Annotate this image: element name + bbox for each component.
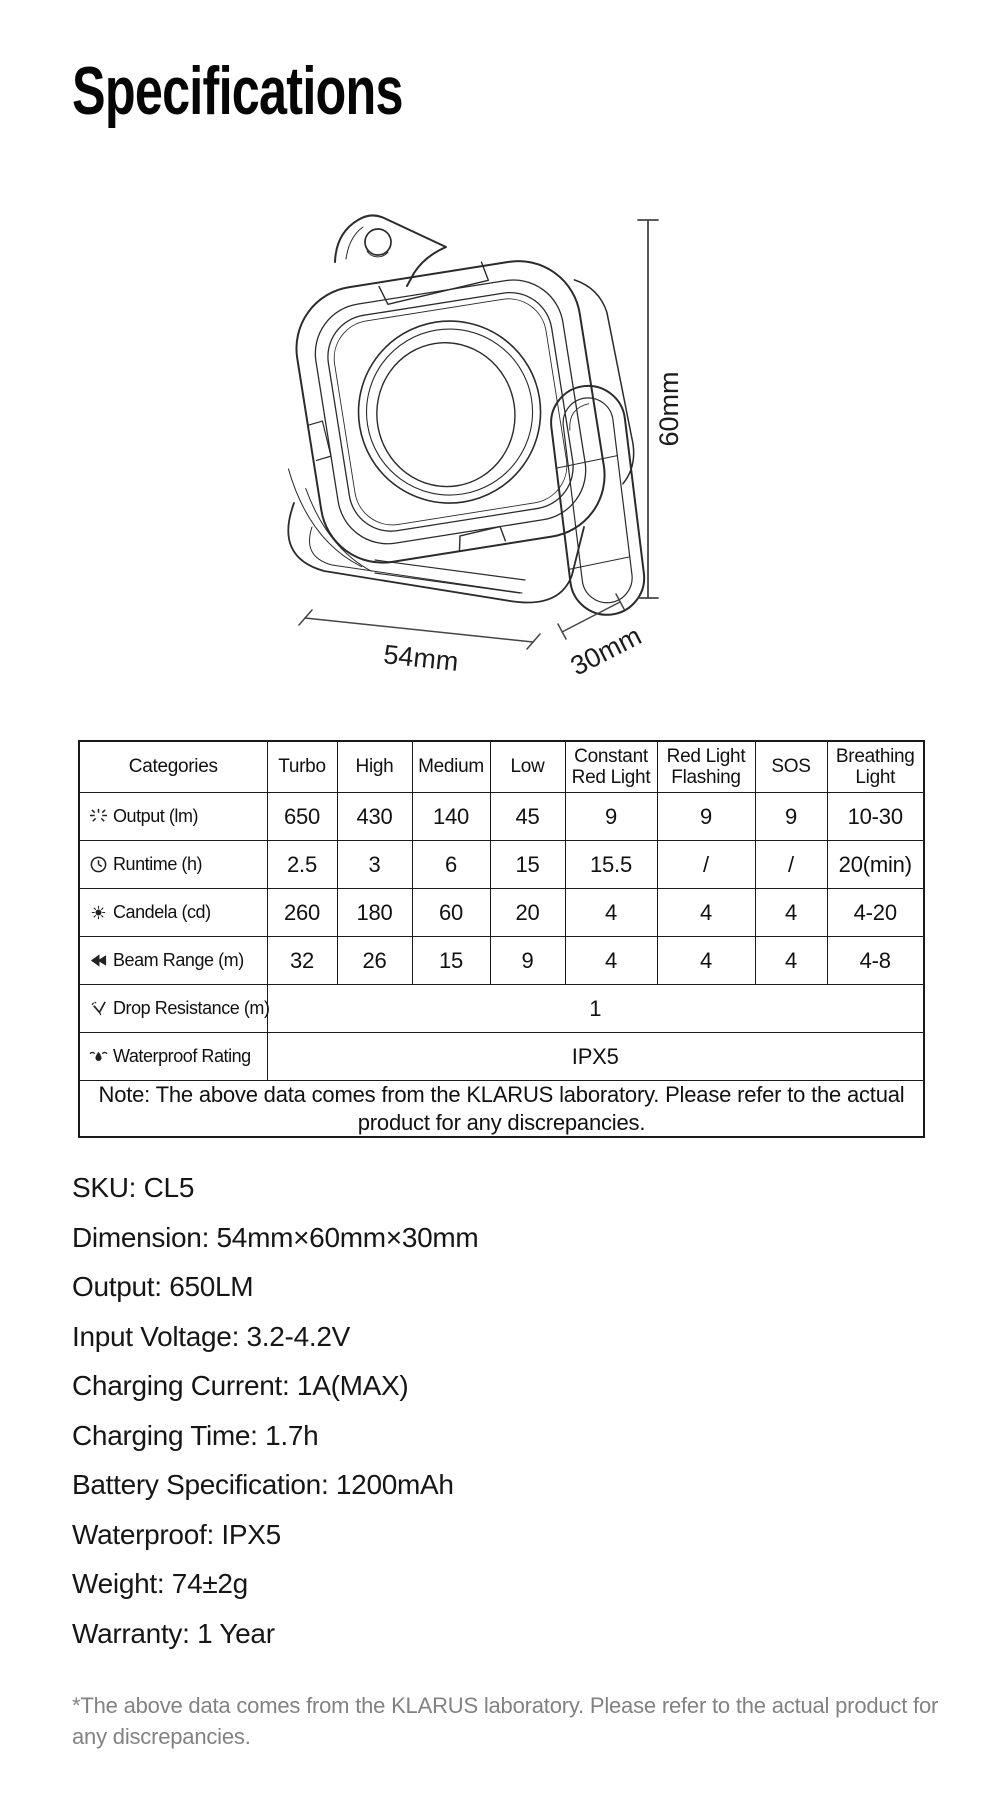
table-cell: 15 <box>490 841 565 889</box>
spec-line-voltage: Input Voltage: 3.2-4.2V <box>72 1320 350 1352</box>
table-cell: 26 <box>337 937 412 985</box>
table-cell: 180 <box>337 889 412 937</box>
row-label: Output (lm) <box>113 806 199 826</box>
page-title: Specifications <box>72 53 403 129</box>
table-cell: 9 <box>565 793 657 841</box>
table-cell: 20 <box>490 889 565 937</box>
column-header: Red Light Flashing <box>657 741 755 793</box>
dim-depth-label: 30mm <box>565 620 647 682</box>
spec-line-weight: Weight: 74±2g <box>72 1568 248 1599</box>
column-header: Medium <box>412 741 490 793</box>
specs-list <box>72 1163 478 1658</box>
table-row <box>79 985 924 1033</box>
row-label: Waterproof Rating <box>113 1046 251 1066</box>
table-cell: 2.5 <box>267 841 337 889</box>
row-label: Candela (cd) <box>113 902 211 922</box>
table-cell: 9 <box>490 937 565 985</box>
spec-line-waterproof: Waterproof: IPX5 <box>72 1518 281 1550</box>
table-cell: 15.5 <box>565 841 657 889</box>
table-row <box>79 937 924 985</box>
table-cell: 650 <box>267 793 337 841</box>
table-cell: 32 <box>267 937 337 985</box>
table-cell: / <box>657 841 755 889</box>
table-cell: 4 <box>657 937 755 985</box>
beam-range-icon <box>89 951 108 970</box>
table-cell: 4 <box>565 937 657 985</box>
table-note-row <box>79 1081 924 1138</box>
waterproof-icon <box>89 1047 108 1066</box>
table-cell: 4 <box>565 889 657 937</box>
table-cell: 3 <box>337 841 412 889</box>
table-note: Note: The above data comes from the KLARUS laboratory. Please refer to the actual product for any discrepancies. <box>79 1081 924 1138</box>
table-cell: 9 <box>657 793 755 841</box>
table-row <box>79 841 924 889</box>
table-cell: IPX5 <box>267 1033 924 1081</box>
row-label: Beam Range (m) <box>113 950 244 970</box>
spec-line-output: Output: 650LM <box>72 1271 254 1302</box>
spec-line-sku: SKU: CL5 <box>72 1172 195 1203</box>
table-cell: 10-30 <box>827 793 924 841</box>
column-header: Constant Red Light <box>565 741 657 793</box>
row-label: Runtime (h) <box>113 854 203 874</box>
table-cell: 4-8 <box>827 937 924 985</box>
footer-disclaimer: *The above data comes from the KLARUS laboratory. Please refer to the actual product for any discrepancies. <box>72 1693 939 1749</box>
spec-line-battery: Battery Specification: 1200mAh <box>72 1469 454 1500</box>
column-header: Low <box>490 741 565 793</box>
spec-line-current: Charging Current: 1A(MAX) <box>72 1370 409 1401</box>
spec-line-dimension: Dimension: 54mm×60mm×30mm <box>72 1221 479 1253</box>
row-label: Drop Resistance (m) <box>113 998 270 1018</box>
runtime-icon <box>89 855 108 874</box>
table-cell: 1 <box>267 985 924 1033</box>
table-cell: 6 <box>412 841 490 889</box>
column-header: SOS <box>755 741 827 793</box>
output-icon <box>89 807 108 826</box>
column-header: Categories <box>79 741 267 793</box>
table-header-row <box>79 741 924 793</box>
table-cell: 4 <box>755 937 827 985</box>
spec-line-charge-time: Charging Time: 1.7h <box>72 1419 319 1451</box>
hook-bracket-outline <box>547 382 648 619</box>
base-outline <box>288 503 584 603</box>
column-header: High <box>337 741 412 793</box>
table-row <box>79 889 924 937</box>
table-cell: 4 <box>755 889 827 937</box>
column-header: Turbo <box>267 741 337 793</box>
table-cell: 260 <box>267 889 337 937</box>
dim-width-label: 54mm <box>382 639 460 677</box>
table-cell: 430 <box>337 793 412 841</box>
table-cell: 20(min) <box>827 841 924 889</box>
table-cell: 4-20 <box>827 889 924 937</box>
table-cell: 15 <box>412 937 490 985</box>
column-header: Breathing Light <box>827 741 924 793</box>
table-cell: 9 <box>755 793 827 841</box>
table-cell: 140 <box>412 793 490 841</box>
candela-icon <box>89 903 108 922</box>
drop-resistance-icon <box>89 999 108 1018</box>
product-drawing <box>210 165 710 710</box>
dim-height-label: 60mm <box>654 371 684 447</box>
body-outline <box>261 243 646 581</box>
table-cell: 60 <box>412 889 490 937</box>
table-cell: 45 <box>490 793 565 841</box>
table-row <box>79 793 924 841</box>
spec-table <box>78 740 925 1138</box>
table-cell: / <box>755 841 827 889</box>
table-row <box>79 1033 924 1081</box>
spec-line-warranty: Warranty: 1 Year <box>72 1617 275 1649</box>
table-cell: 4 <box>657 889 755 937</box>
